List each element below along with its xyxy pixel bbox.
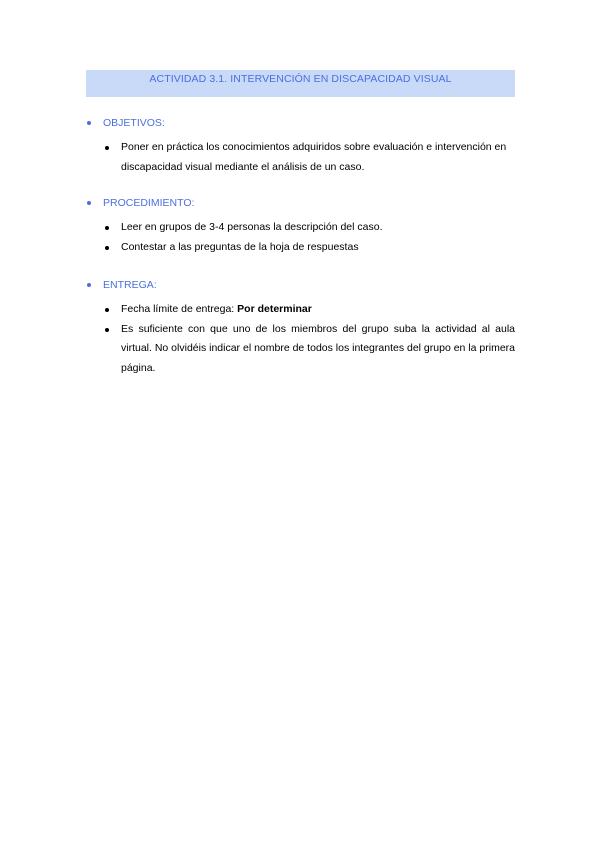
bullet-dot-icon (87, 121, 91, 125)
list-item (86, 238, 515, 258)
bullet-dot-icon (105, 246, 109, 250)
procedimiento-step-1: Leer en grupos de 3-4 personas la descripción del caso. (121, 221, 383, 233)
section-heading-objetivos (86, 115, 515, 131)
section-objetivos (86, 115, 515, 177)
objetivo-text: Poner en práctica los conocimientos adquiridos sobre evaluación e intervención en discapacidad visual mediante el análisis de un caso. (121, 141, 507, 173)
heading-procedimiento: PROCEDIMIENTO: (103, 197, 195, 209)
bullet-dot-icon (105, 308, 109, 312)
procedimiento-step-2: Contestar a las preguntas de la hoja de respuestas (121, 240, 359, 253)
bullet-dot-icon (105, 146, 109, 150)
title-banner (86, 70, 515, 97)
list-item (86, 300, 515, 320)
bullet-dot-icon (87, 201, 91, 205)
bullet-dot-icon (105, 328, 109, 332)
heading-entrega: ENTREGA: (103, 279, 157, 291)
list-item (86, 218, 515, 238)
section-heading-procedimiento (86, 195, 515, 211)
submission-instructions: Es suficiente con que uno de los miembros del grupo suba la actividad al aula virtual. No olvidéis indicar el nombre de todos los integrantes del grupo en la primera página. (121, 322, 515, 374)
bullet-dot-icon (105, 226, 109, 230)
list-item (86, 138, 515, 177)
deadline-label: Fecha límite de entrega: (121, 303, 238, 315)
section-heading-entrega (86, 277, 515, 293)
heading-objetivos: OBJETIVOS: (103, 117, 165, 129)
deadline-value: Por determinar (237, 303, 312, 315)
section-entrega (86, 277, 515, 378)
section-procedimiento (86, 195, 515, 257)
document-title: ACTIVIDAD 3.1. INTERVENCIÓN EN DISCAPACIDAD VISUAL (149, 73, 452, 85)
bullet-dot-icon (87, 283, 91, 287)
list-item (86, 320, 515, 379)
